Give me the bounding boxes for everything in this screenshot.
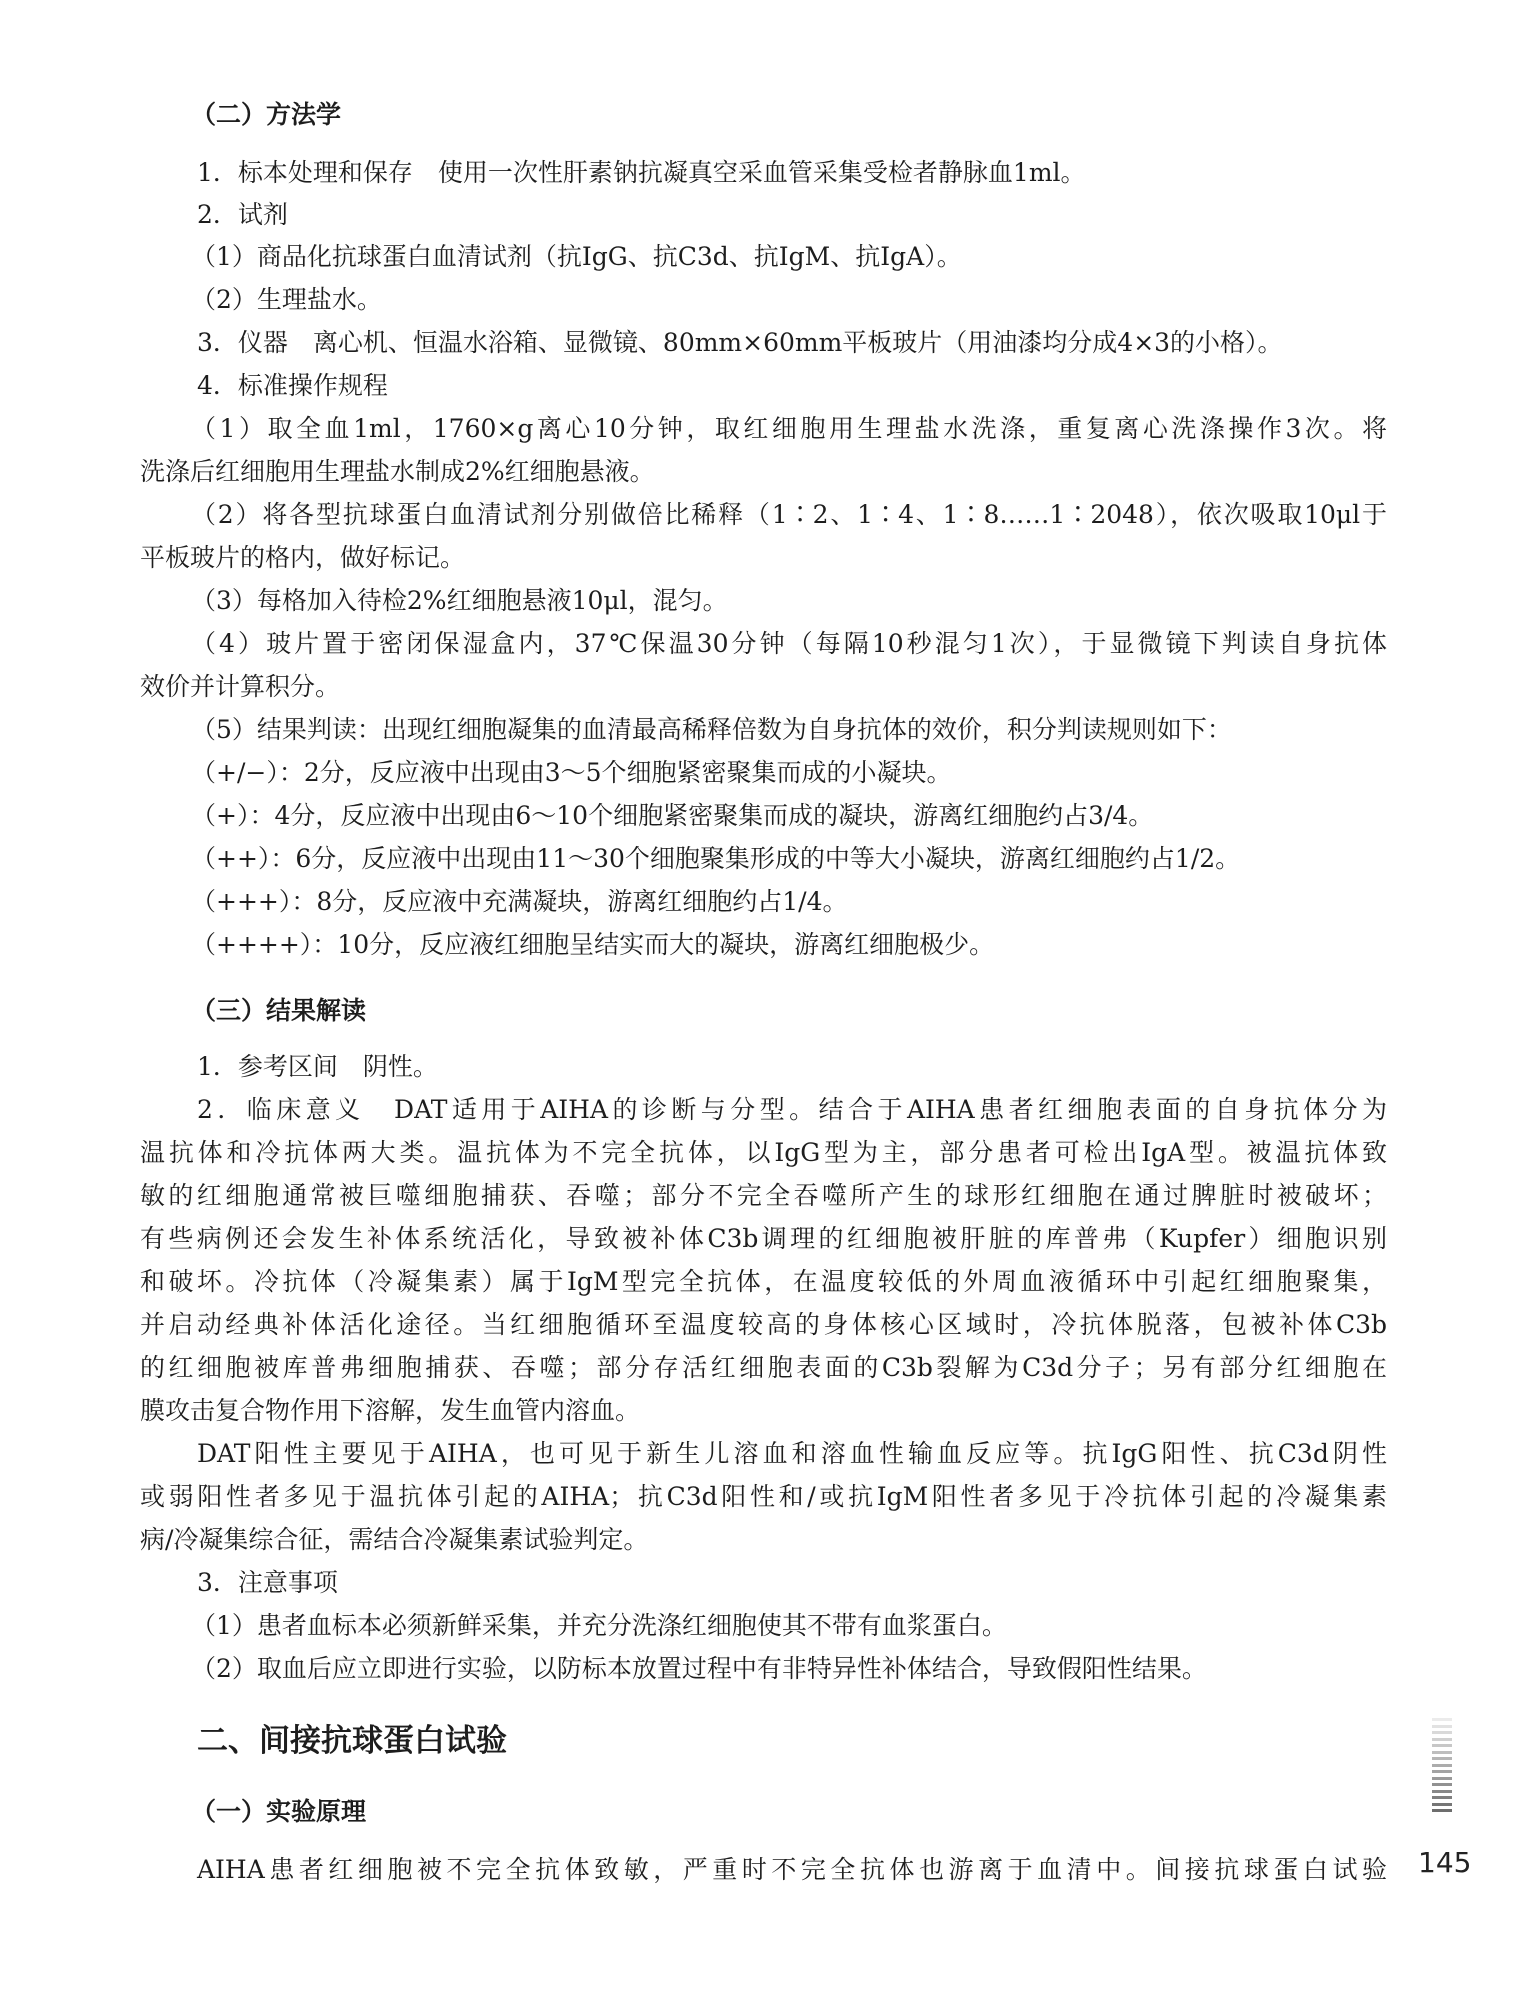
- edge-marker-bar: [1432, 1796, 1452, 1799]
- text-line: （++++）：10分，反应液红细胞呈结实而大的凝块，游离红细胞极少。: [191, 930, 995, 959]
- text-line: 1．标本处理和保存 使用一次性肝素钠抗凝真空采血管采集受检者静脉血1ml。: [197, 158, 1086, 187]
- text-line: （+++）：8分，反应液中充满凝块，游离红细胞约占1/4。: [191, 887, 848, 916]
- text-line: 或弱阳性者多见于温抗体引起的AIHA；抗C3d阳性和/或抗IgM阳性者多见于冷抗体引起的冷凝集素: [140, 1482, 1387, 1511]
- section-heading-method: （二）方法学: [191, 100, 342, 129]
- edge-marker-bar: [1432, 1751, 1452, 1754]
- edge-marker-bar: [1432, 1790, 1452, 1793]
- text-line: 和破坏。冷抗体（冷凝集素）属于IgM型完全抗体，在温度较低的外周血液循环中引起红细胞聚集，: [140, 1267, 1387, 1296]
- edge-marker-bar: [1432, 1757, 1452, 1760]
- text-line: 有些病例还会发生补体系统活化，导致被补体C3b调理的红细胞被肝脏的库普弗（Kupfer）细胞识别: [140, 1224, 1387, 1253]
- edge-marker-bar: [1432, 1770, 1452, 1773]
- text-line: 3．注意事项: [197, 1568, 338, 1597]
- text-line: （1）取全血1ml，1760×g离心10分钟，取红细胞用生理盐水洗涤，重复离心洗涤操作3次。将: [191, 414, 1387, 443]
- text-line: 敏的红细胞通常被巨噬细胞捕获、吞噬；部分不完全吞噬所产生的球形红细胞在通过脾脏时被破坏；: [140, 1181, 1387, 1210]
- text-line: （4）玻片置于密闭保湿盒内，37℃保温30分钟（每隔10秒混匀1次），于显微镜下判读自身抗体: [191, 629, 1387, 658]
- text-line: （2）取血后应立即进行实验，以防标本放置过程中有非特异性补体结合，导致假阳性结果。: [191, 1654, 1207, 1683]
- edge-marker-bar: [1432, 1764, 1452, 1767]
- edge-marker-bar: [1432, 1738, 1452, 1741]
- edge-marker-bar: [1432, 1744, 1452, 1747]
- edge-marker-bar: [1432, 1809, 1452, 1812]
- text-line: 并启动经典补体活化途径。当红细胞循环至温度较高的身体核心区域时，冷抗体脱落，包被补体C3b: [140, 1310, 1387, 1339]
- text-line: 4．标准操作规程: [197, 371, 388, 400]
- edge-marker-bar: [1432, 1783, 1452, 1786]
- text-line: （2）生理盐水。: [191, 285, 382, 314]
- text-line: 病/冷凝集综合征，需结合冷凝集素试验判定。: [140, 1525, 649, 1554]
- text-line: 3．仪器 离心机、恒温水浴箱、显微镜、80mm×60mm平板玻片（用油漆均分成4×3的小格）。: [197, 328, 1283, 357]
- text-line: 的红细胞被库普弗细胞捕获、吞噬；部分存活红细胞表面的C3b裂解为C3d分子；另有部分红细胞在: [140, 1353, 1387, 1382]
- text-line: 平板玻片的格内，做好标记。: [140, 543, 466, 572]
- section-heading-principle: （一）实验原理: [191, 1797, 367, 1826]
- edge-marker-bar: [1432, 1718, 1452, 1721]
- chapter-heading: 二、间接抗球蛋白试验: [197, 1723, 507, 1759]
- text-line: （++）：6分，反应液中出现由11～30个细胞聚集形成的中等大小凝块，游离红细胞约占1/2。: [191, 844, 1241, 873]
- text-line: 膜攻击复合物作用下溶解，发生血管内溶血。: [140, 1396, 641, 1425]
- text-line: （1）患者血标本必须新鲜采集，并充分洗涤红细胞使其不带有血浆蛋白。: [191, 1611, 1007, 1640]
- text-line: （+/−）：2分，反应液中出现由3～5个细胞紧密聚集而成的小凝块。: [191, 758, 952, 787]
- edge-marker-bar: [1432, 1725, 1452, 1728]
- text-line: 洗涤后红细胞用生理盐水制成2%红细胞悬液。: [140, 457, 655, 486]
- text-line: AIHA患者红细胞被不完全抗体致敏，严重时不完全抗体也游离于血清中。间接抗球蛋白试验: [197, 1855, 1387, 1884]
- section-heading-result: （三）结果解读: [191, 996, 367, 1025]
- text-line: （+）：4分，反应液中出现由6～10个细胞紧密聚集而成的凝块，游离红细胞约占3/4。: [191, 801, 1154, 830]
- page-number: 145: [1418, 1846, 1472, 1879]
- text-line: 1．参考区间 阴性。: [197, 1052, 438, 1081]
- page-edge-marker: [1432, 1718, 1452, 1818]
- text-line: 效价并计算积分。: [140, 672, 341, 701]
- edge-marker-bar: [1432, 1803, 1452, 1806]
- text-line: 温抗体和冷抗体两大类。温抗体为不完全抗体，以IgG型为主，部分患者可检出IgA型。被温抗体致: [140, 1138, 1387, 1167]
- text-line: 2．临床意义 DAT适用于AIHA的诊断与分型。结合于AIHA患者红细胞表面的自身抗体分为: [197, 1095, 1387, 1124]
- edge-marker-bar: [1432, 1731, 1452, 1734]
- text-line: （2）将各型抗球蛋白血清试剂分别做倍比稀释（1∶2、1∶4、1∶8……1∶2048），依次吸取10μl于: [191, 500, 1387, 529]
- edge-marker-bar: [1432, 1777, 1452, 1780]
- text-line: （1）商品化抗球蛋白血清试剂（抗IgG、抗C3d、抗IgM、抗IgA）。: [191, 242, 962, 271]
- text-line: （3）每格加入待检2%红细胞悬液10μl，混匀。: [191, 586, 728, 615]
- text-line: DAT阳性主要见于AIHA，也可见于新生儿溶血和溶血性输血反应等。抗IgG阳性、抗C3d阴性: [197, 1439, 1387, 1468]
- text-line: （5）结果判读：出现红细胞凝集的血清最高稀释倍数为自身抗体的效价，积分判读规则如下：: [191, 715, 1232, 744]
- text-line: 2．试剂: [197, 200, 288, 229]
